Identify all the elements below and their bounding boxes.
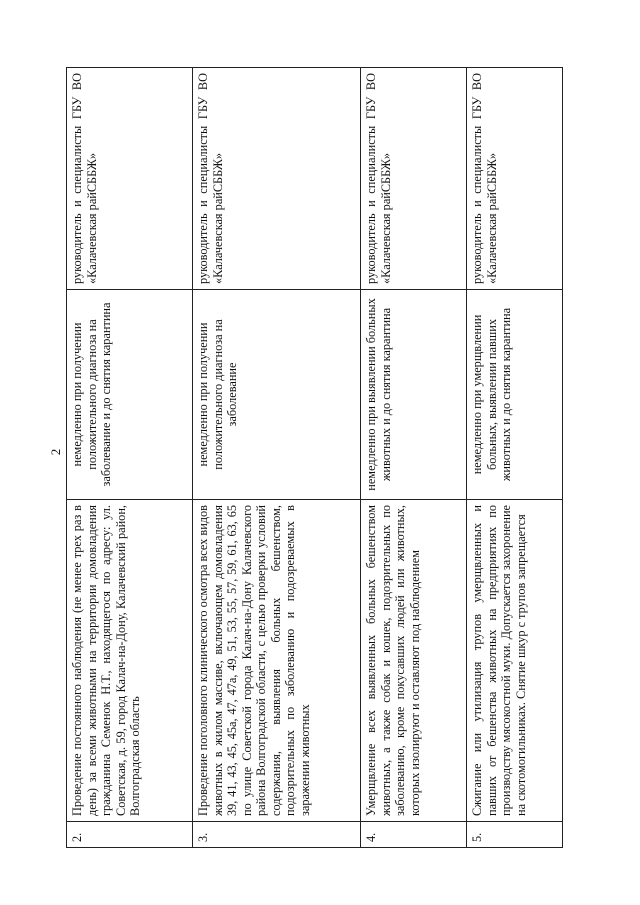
term-cell: немедленно при выявлении больных животных и до снятия карантина xyxy=(361,290,467,500)
term-cell: немедленно при получении положительного диагноза на заболевание и до снятия карантина xyxy=(67,290,193,500)
row-number: 4. xyxy=(361,822,467,848)
row-number: 5. xyxy=(467,822,563,848)
responsible-cell: руководитель и специалисты ГБУ ВО «Калачевская райСББЖ» xyxy=(67,68,193,290)
row-number: 2. xyxy=(67,822,193,848)
term-cell: немедленно при умерщвлении больных, выявлении павших животных и до снятия карантина xyxy=(467,290,563,500)
table-row xyxy=(193,68,361,848)
document-page xyxy=(40,32,600,872)
table-row xyxy=(67,68,193,848)
term-cell: немедленно при получении положительного диагноза на заболевание xyxy=(193,290,361,500)
event-cell: Проведение постоянного наблюдения (не менее трех раз в день) за всеми животными на территории домовладения гражданина Семенок Н.Т., находящегося по адресу: ул. Советская, д. 59, город Калач-на-Дону, Калачевский район, Волгоградская область xyxy=(67,500,193,822)
event-cell: Проведение поголовного клинического осмотра всех видов животных в жилом массиве, включающем домовладения 39, 41, 43, 45, 45а, 47, 47а, 49, 51, 53, 55, 57, 59, 61, 63, 65 по улице Советской города Калач-на-Дону Калачевского района Волгоградской области, с целью проверки условий содержания, выявления больных бешенством, подозрительных по заболеванию и подозреваемых в заражении животных xyxy=(193,500,361,822)
page-number: 2 xyxy=(48,448,63,456)
table-row xyxy=(467,68,563,848)
event-cell: Умерщвление всех выявленных больных бешенством животных, а также собак и кошек, подозрительных по заболеванию, кроме покусавших людей или животных, которых изолируют и оставляют под наблюдением xyxy=(361,500,467,822)
event-cell: Сжигание или утилизация трупов умерщвленных и павших от бешенства животных на предприятиях по производству мясокостной муки. Допускается захоронение на скотомогильниках. Снятие шкур с трупов запрещается xyxy=(467,500,563,822)
table-row xyxy=(361,68,467,848)
responsible-cell: руководитель и специалисты ГБУ ВО «Калачевская райСББЖ» xyxy=(467,68,563,290)
responsible-cell: руководитель и специалисты ГБУ ВО «Калачевская райСББЖ» xyxy=(193,68,361,290)
measures-table xyxy=(66,67,563,848)
responsible-cell: руководитель и специалисты ГБУ ВО «Калачевская райСББЖ» xyxy=(361,68,467,290)
row-number: 3. xyxy=(193,822,361,848)
